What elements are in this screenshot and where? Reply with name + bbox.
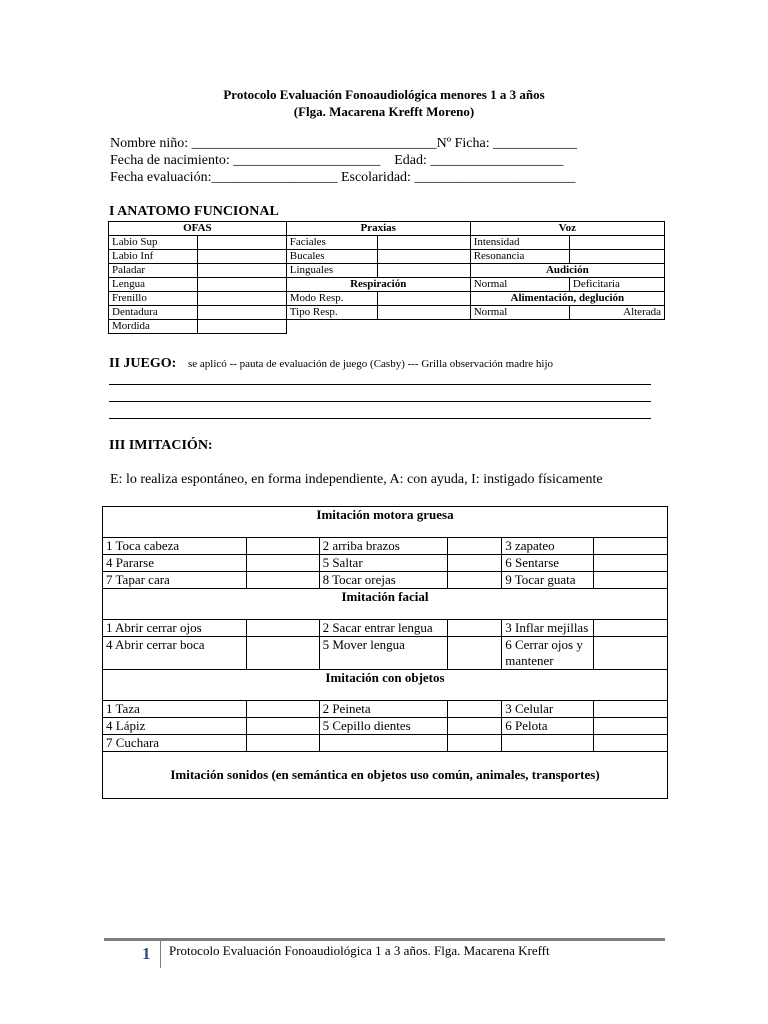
section-juego-heading: II JUEGO: xyxy=(109,356,177,371)
praxias-cell[interactable] xyxy=(377,236,470,250)
score-cell[interactable] xyxy=(448,735,502,752)
header-voz: Voz xyxy=(470,222,664,236)
anatomo-table xyxy=(108,221,665,334)
voz-label: Intensidad xyxy=(470,236,569,250)
audicion-normal[interactable]: Normal xyxy=(470,278,569,292)
score-cell[interactable] xyxy=(594,572,668,589)
ofas-cell[interactable] xyxy=(197,236,286,250)
score-cell[interactable] xyxy=(448,718,502,735)
page-number: 1 xyxy=(142,944,151,963)
objetos-item: 5 Cepillo dientes xyxy=(319,718,448,735)
ofas-cell[interactable] xyxy=(197,292,286,306)
motora-item: 2 arriba brazos xyxy=(319,538,448,555)
juego-answer-line[interactable] xyxy=(109,384,651,385)
objetos-item xyxy=(502,735,594,752)
score-cell[interactable] xyxy=(448,620,502,637)
ofas-cell[interactable] xyxy=(197,264,286,278)
header-imitacion-facial: Imitación facial xyxy=(103,589,668,620)
document-title: Protocolo Evaluación Fonoaudiológica menores 1 a 3 años xyxy=(223,87,545,102)
objetos-item: 2 Peineta xyxy=(319,701,448,718)
praxias-label: Bucales xyxy=(286,250,377,264)
header-alimentacion: Alimentación, deglución xyxy=(470,292,664,306)
score-cell[interactable] xyxy=(594,555,668,572)
voz-cell[interactable] xyxy=(569,250,664,264)
score-cell[interactable] xyxy=(594,538,668,555)
score-cell[interactable] xyxy=(448,572,502,589)
header-imitacion-sonidos: Imitación sonidos (en semántica en objetos uso común, animales, transportes) xyxy=(103,752,668,799)
facial-item: 4 Abrir cerrar boca xyxy=(103,637,247,670)
alimentacion-normal[interactable]: Normal xyxy=(470,306,569,320)
ofas-label: Lengua xyxy=(109,278,198,292)
score-cell[interactable] xyxy=(246,538,319,555)
imitacion-table xyxy=(102,506,668,799)
score-cell[interactable] xyxy=(246,555,319,572)
ofas-cell[interactable] xyxy=(197,320,286,334)
facial-item: 2 Sacar entrar lengua xyxy=(319,620,448,637)
score-cell[interactable] xyxy=(448,538,502,555)
facial-item: 5 Mover lengua xyxy=(319,637,448,670)
motora-item: 7 Tapar cara xyxy=(103,572,247,589)
footer-divider xyxy=(160,940,161,968)
score-cell[interactable] xyxy=(448,701,502,718)
section-anatomo-heading: I ANATOMO FUNCIONAL xyxy=(109,204,279,219)
header-imitacion-motora: Imitación motora gruesa xyxy=(103,507,668,538)
score-cell[interactable] xyxy=(594,701,668,718)
praxias-cell[interactable] xyxy=(377,264,470,278)
facial-item: 1 Abrir cerrar ojos xyxy=(103,620,247,637)
objetos-item xyxy=(319,735,448,752)
header-imitacion-objetos: Imitación con objetos xyxy=(103,670,668,701)
praxias-label: Linguales xyxy=(286,264,377,278)
voz-cell[interactable] xyxy=(569,236,664,250)
score-cell[interactable] xyxy=(246,620,319,637)
motora-item: 6 Sentarse xyxy=(502,555,594,572)
ofas-cell[interactable] xyxy=(197,306,286,320)
alimentacion-alterada[interactable]: Alterada xyxy=(569,306,664,320)
header-ofas: OFAS xyxy=(109,222,287,236)
ofas-label: Frenillo xyxy=(109,292,198,306)
field-evaluacion-escolaridad[interactable]: Fecha evaluación:__________________ Escolaridad: _______________________ xyxy=(110,170,576,185)
section-imitacion-heading: III IMITACIÓN: xyxy=(109,438,213,453)
ofas-label: Dentadura xyxy=(109,306,198,320)
respiracion-label: Tipo Resp. xyxy=(286,306,377,320)
score-cell[interactable] xyxy=(594,637,668,670)
score-cell[interactable] xyxy=(448,637,502,670)
motora-item: 8 Tocar orejas xyxy=(319,572,448,589)
score-cell[interactable] xyxy=(246,572,319,589)
facial-item: 3 Inflar mejillas xyxy=(502,620,594,637)
motora-item: 1 Toca cabeza xyxy=(103,538,247,555)
respiracion-label: Modo Resp. xyxy=(286,292,377,306)
audicion-deficitaria[interactable]: Deficitaria xyxy=(569,278,664,292)
motora-item: 4 Pararse xyxy=(103,555,247,572)
voz-label: Resonancia xyxy=(470,250,569,264)
objetos-item: 3 Celular xyxy=(502,701,594,718)
header-respiracion: Respiración xyxy=(286,278,470,292)
praxias-cell[interactable] xyxy=(377,250,470,264)
header-audicion: Audición xyxy=(470,264,664,278)
score-cell[interactable] xyxy=(594,735,668,752)
score-cell[interactable] xyxy=(246,718,319,735)
respiracion-cell[interactable] xyxy=(377,292,470,306)
score-cell[interactable] xyxy=(246,637,319,670)
ofas-label: Paladar xyxy=(109,264,198,278)
score-cell[interactable] xyxy=(594,718,668,735)
imitacion-legend: E: lo realiza espontáneo, en forma independiente, A: con ayuda, I: instigado físicamente xyxy=(110,472,603,487)
footer-text: Protocolo Evaluación Fonoaudiológica 1 a 3 años. Flga. Macarena Krefft xyxy=(169,943,550,958)
motora-item: 5 Saltar xyxy=(319,555,448,572)
ofas-label: Mordida xyxy=(109,320,198,334)
facial-item: 6 Cerrar ojos y mantener xyxy=(502,637,594,670)
ofas-label: Labio Inf xyxy=(109,250,198,264)
ofas-label: Labio Sup xyxy=(109,236,198,250)
field-nacimiento-edad[interactable]: Fecha de nacimiento: _____________________ Edad: ___________________ xyxy=(110,153,564,168)
ofas-cell[interactable] xyxy=(197,250,286,264)
score-cell[interactable] xyxy=(448,555,502,572)
score-cell[interactable] xyxy=(594,620,668,637)
praxias-label: Faciales xyxy=(286,236,377,250)
respiracion-cell[interactable] xyxy=(377,306,470,320)
juego-answer-line[interactable] xyxy=(109,401,651,402)
objetos-item: 1 Taza xyxy=(103,701,247,718)
ofas-cell[interactable] xyxy=(197,278,286,292)
juego-description: se aplicó -- pauta de evaluación de juego (Casby) --- Grilla observación madre hijo xyxy=(188,358,553,370)
motora-item: 9 Tocar guata xyxy=(502,572,594,589)
objetos-item: 4 Lápiz xyxy=(103,718,247,735)
field-nombre-ficha[interactable]: Nombre niño: ___________________________________Nº Ficha: ____________ xyxy=(110,136,578,151)
document-subtitle: (Flga. Macarena Krefft Moreno) xyxy=(293,104,475,119)
juego-answer-line[interactable] xyxy=(109,418,651,419)
score-cell[interactable] xyxy=(246,701,319,718)
header-praxias: Praxias xyxy=(286,222,470,236)
objetos-item: 7 Cuchara xyxy=(103,735,247,752)
objetos-item: 6 Pelota xyxy=(502,718,594,735)
footer-rule xyxy=(104,938,665,941)
score-cell[interactable] xyxy=(246,735,319,752)
motora-item: 3 zapateo xyxy=(502,538,594,555)
